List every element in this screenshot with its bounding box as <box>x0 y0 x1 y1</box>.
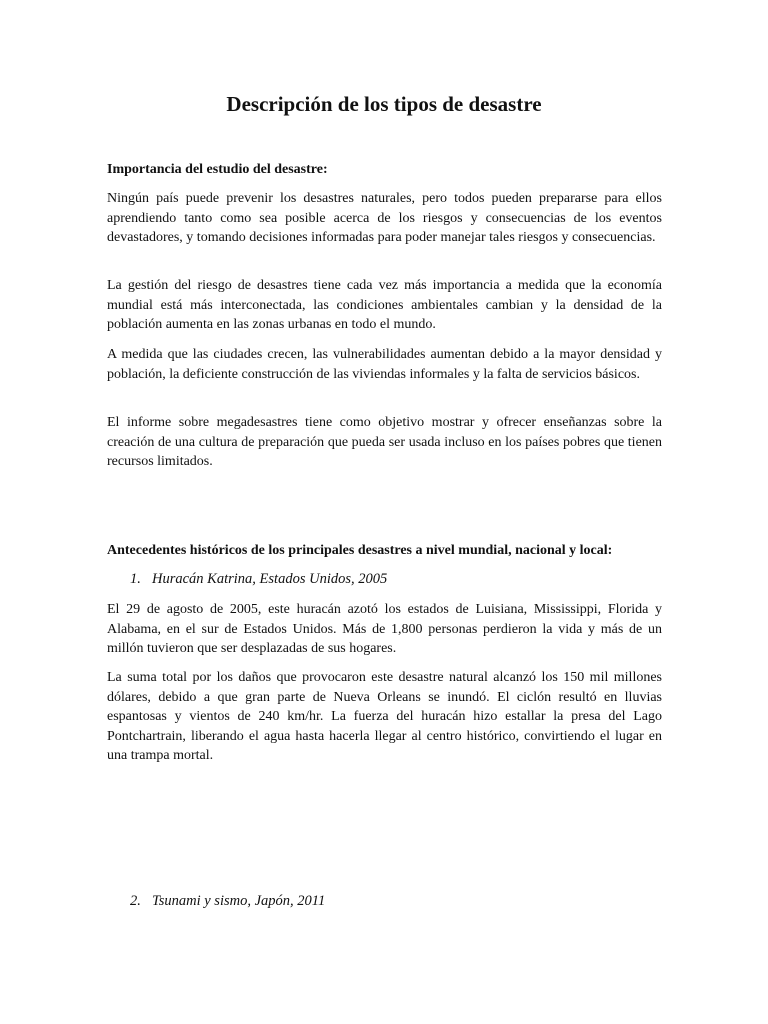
section-heading-history: Antecedentes históricos de los principales desastres a nivel mundial, nacional y local: <box>107 543 613 558</box>
list-item <box>130 891 325 911</box>
paragraph-text: El 29 de agosto de 2005, este huracán azotó los estados de Luisiana, Mississippi, Florida y Alabama, en el sur de Estados Unidos. Más de 1,800 personas perdieron la vida y más de un millón tuvieron que ser desplazadas de sus hogares. <box>107 602 662 656</box>
section-importance <box>107 160 662 179</box>
section-heading-importance: Importancia del estudio del desastre: <box>107 162 328 177</box>
page-title: Descripción de los tipos de desastre <box>226 92 542 116</box>
paragraph <box>107 600 662 659</box>
list-item-number: 2. <box>130 893 141 909</box>
paragraph <box>107 189 662 248</box>
list-item-label: Tsunami y sismo, Japón, 2011 <box>152 893 326 909</box>
paragraph <box>107 345 662 384</box>
list-item <box>130 569 387 589</box>
paragraph-text: La gestión del riesgo de desastres tiene cada vez más importancia a medida que la economía mundial está más interconectada, las condiciones ambientales cambian y la densidad de la población aumenta en las zonas urbanas en todo el mundo. <box>107 278 662 332</box>
paragraph-text: La suma total por los daños que provocaron este desastre natural alcanzó los 150 mil millones dólares, debido a que gran parte de Nueva Orleans se inundó. El ciclón resultó en lluvias espantosas y vientos de 240 km/hr. La fuerza del huracán hizo estallar la presa del Lago Pontchartrain, liberando el agua hasta hacerla llegar al centro histórico, convirtiendo el lugar en una trampa mortal. <box>107 670 662 763</box>
list-item-label: Huracán Katrina, Estados Unidos, 2005 <box>152 571 388 587</box>
paragraph-text: A medida que las ciudades crecen, las vulnerabilidades aumentan debido a la mayor densidad y población, la deficiente construcción de las viviendas informales y la falta de servicios básicos. <box>107 347 662 382</box>
paragraph-text: El informe sobre megadesastres tiene como objetivo mostrar y ofrecer enseñanzas sobre la creación de una cultura de preparación que pueda ser usada incluso en los países pobres que tienen recursos limitados. <box>107 415 662 469</box>
list-item-number: 1. <box>130 571 141 587</box>
paragraph <box>107 413 662 472</box>
section-history <box>107 541 687 560</box>
paragraph-text: Ningún país puede prevenir los desastres naturales, pero todos pueden prepararse para ellos aprendiendo tanto como sea posible acerca de los riesgos y consecuencias de los eventos devastadores, y tomando decisiones informadas para poder manejar tales riesgos y consecuencias. <box>107 191 662 245</box>
paragraph <box>107 276 662 335</box>
paragraph <box>107 668 662 766</box>
